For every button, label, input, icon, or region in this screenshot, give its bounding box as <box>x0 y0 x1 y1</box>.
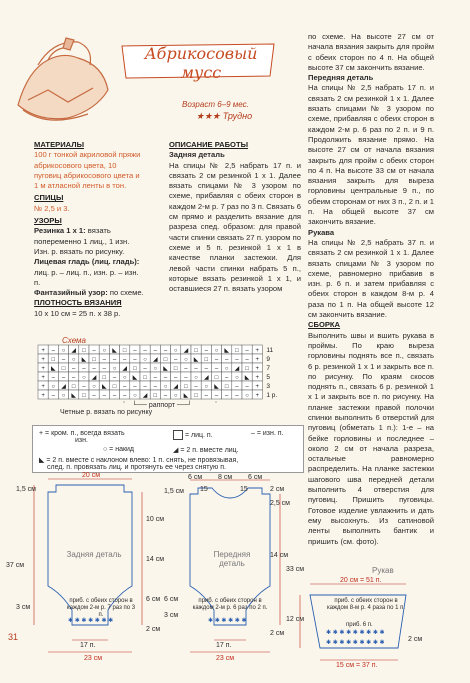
back-piece-label: Задняя деталь <box>66 550 122 559</box>
chart-symbol: ◣ <box>50 366 56 372</box>
front-heading: Передняя деталь <box>308 73 374 83</box>
back-bottom-sts: 17 п. <box>80 642 96 649</box>
front-top-6b: 6 см <box>248 474 263 481</box>
chart-symbol: ○ <box>122 375 127 381</box>
chart-symbol: ◣ <box>112 348 117 354</box>
chart-row-label: 1 р. <box>266 392 278 399</box>
sleeve-text: На спицы № 2,5 набрать 37 п. и связать 2 см резинкой 1 х 1. Далее вязать спицами № 3 узором по схеме, равномерно прибавив в изн. р. 6 п. и затем прибавляя с обеих сторон в каждом 8-м р. 4 раза по 1 п. На общей высоте 12 см закончить вязание. <box>308 237 434 320</box>
front-top-6a: 6 см <box>188 474 203 481</box>
chart-symbol: + <box>255 348 260 354</box>
back-dim-10: 10 см <box>146 516 165 523</box>
age-label: Возраст 6–9 мес. <box>182 100 249 109</box>
chart-symbol: – <box>133 357 137 363</box>
chart-symbol: – <box>133 384 137 390</box>
chart-symbol: – <box>245 357 249 363</box>
front-incr-note: приб. с обеих сторон в каждом 2-м р. 6 раз по 2 п. <box>192 598 268 611</box>
stockinette-label: Лицевая гладь (лиц. гладь): <box>34 257 140 267</box>
chart-symbol: ○ <box>133 393 137 399</box>
chart-symbol: □ <box>102 375 107 381</box>
chart-symbol: ◣ <box>224 348 230 354</box>
chart-symbol: – <box>153 384 157 390</box>
chart-symbol: ○ <box>153 366 158 372</box>
front-bottom-sts: 17 п. <box>216 642 232 649</box>
front-dim-2: 2 см <box>270 486 285 493</box>
chart-symbol: – <box>112 393 117 399</box>
chart-symbol: □ <box>122 348 127 354</box>
schema-note: Четные р. вязать по рисунку <box>60 409 153 416</box>
front-dim-2-5: 2,5 см <box>270 500 290 507</box>
chart-symbol: – <box>112 375 117 381</box>
chart-symbol: □ <box>133 366 137 372</box>
chart-symbol: □ <box>184 384 188 390</box>
difficulty-text: Трудно <box>222 111 253 121</box>
chart-symbol: – <box>204 348 208 354</box>
svg-text:✱ ✱ ✱ ✱ ✱ ✱ ✱ ✱ ✱: ✱ ✱ ✱ ✱ ✱ ✱ ✱ ✱ ✱ <box>326 630 385 636</box>
chart-symbol: – <box>225 375 229 381</box>
back-bottom-cm: 23 см <box>84 655 103 662</box>
chart-symbol: – <box>214 357 219 363</box>
chart-symbol: – <box>51 375 55 381</box>
rib-pattern <box>34 226 144 257</box>
chart-symbol: ○ <box>224 366 229 372</box>
chart-symbol: □ <box>82 393 86 399</box>
chart-symbol: ○ <box>82 375 86 381</box>
difficulty-stars: ★★★ <box>196 111 221 121</box>
gauge-text: 10 х 10 см = 25 п. х 38 р. <box>34 308 121 318</box>
sleeve-top: 20 см = 51 п. <box>340 577 382 584</box>
back-heading: Задняя деталь <box>169 150 225 160</box>
back-dim-37: 37 см <box>6 562 25 569</box>
chart-symbol: – <box>102 366 106 372</box>
front-dim-6: 6 см <box>164 596 179 603</box>
chart-symbol: ○ <box>92 384 96 390</box>
sleeve-dim-2: 2 см <box>408 636 423 643</box>
chart-symbol: – <box>92 393 96 399</box>
needles-text: № 2,5 и 3. <box>34 203 70 213</box>
chart-symbol: + <box>41 357 45 363</box>
chart-symbol: ◣ <box>183 393 189 399</box>
difficulty-label <box>196 111 252 122</box>
repeat-label-text: раппорт <box>148 402 176 409</box>
chart-symbol: ◣ <box>193 357 199 363</box>
chart-symbol: ◢ <box>234 366 240 372</box>
front-sts-15a: 15 <box>200 486 208 493</box>
legend-purl: – = изн. п. <box>251 430 284 437</box>
chart-symbol: – <box>51 348 55 354</box>
chart-symbol: □ <box>173 366 178 372</box>
chart-symbol: ◣ <box>163 366 168 372</box>
chart-symbol: + <box>41 375 45 381</box>
chart-symbol: ○ <box>163 384 168 390</box>
legend-knit <box>173 430 213 440</box>
chart-symbol: □ <box>214 375 219 381</box>
chart-symbol: – <box>112 357 117 363</box>
sleeve-label: Рукав <box>372 566 394 575</box>
materials-heading: МАТЕРИАЛЫ <box>34 140 84 149</box>
chart-symbol: □ <box>92 357 96 363</box>
chart-symbol: – <box>184 375 188 381</box>
chart-symbol: ◣ <box>71 393 77 399</box>
back-dim-14: 14 см <box>146 556 165 563</box>
chart-symbol: □ <box>224 384 229 390</box>
chart-symbol: + <box>41 384 45 390</box>
chart-symbol: ◢ <box>142 393 148 399</box>
chart-symbol: □ <box>61 366 66 372</box>
chart-symbol: + <box>255 357 260 363</box>
chart-symbol: – <box>204 366 208 372</box>
pattern-diagrams <box>8 470 470 683</box>
chart-symbol: + <box>255 375 260 381</box>
chart-symbol: ○ <box>61 393 66 399</box>
chart-symbol: – <box>143 366 147 372</box>
chart-symbol: + <box>41 366 45 372</box>
chart-symbol: ◣ <box>101 384 107 390</box>
svg-text:✱ ✱ ✱ ✱ ✱ ✱ ✱ ✱ ✱: ✱ ✱ ✱ ✱ ✱ ✱ ✱ ✱ ✱ <box>326 640 385 646</box>
front-piece-label: Передняя деталь <box>213 550 251 568</box>
chart-symbol: – <box>174 357 178 363</box>
chart-symbol: □ <box>163 357 168 363</box>
chart-symbol: – <box>245 384 249 390</box>
chart-symbol: ○ <box>112 366 117 372</box>
chart-symbol: ◢ <box>183 348 189 354</box>
chart-symbol: – <box>133 348 137 354</box>
chart-symbol: – <box>225 357 229 363</box>
chart-row-label: 3 <box>266 383 271 390</box>
fancy-label: Фантазийный узор: <box>34 288 108 298</box>
chart-symbol: – <box>163 393 168 399</box>
chart-symbol: □ <box>71 384 76 390</box>
chart-symbol: – <box>61 375 66 381</box>
rib-text: вязать попеременно 1 лиц., 1 изн. Изн. р. вязать по рисунку. <box>34 226 130 256</box>
front-dim-2b: 2 см <box>270 630 285 637</box>
chart-symbol: ◢ <box>173 384 179 390</box>
front-dim-3: 3 см <box>164 612 179 619</box>
assembly-text: Выполнить швы и вшить рукава в проймы. По краю выреза горловины поднять все п., связать 6 р. резинкой 1 х 1 и закрыть все п. по рисунку. По краям скосов поднять п., связать 6 р. резинкой 1 х 1 и закрыть все п. по рисунку. На планке застежки правой полочки спинки выполнить 6 отверстий для пуговиц (обметать 1 п.): 1-е – на бейке горловины и последнее – около 2 см от начала разреза, остальные равномерно распределить. На планке застежки шагового шва передней детали выполнить 4 отверстия для пуговиц. Пришить пуговицы. Готовое изделие увлажнить и дать ему высохнуть. Из сатиновой ленты выполнить бантик и пришить (см. фото). <box>308 330 434 546</box>
chart-symbol: – <box>82 384 86 390</box>
back-text: На спицы № 2,5 набрать 17 п. и связать 2 см резинкой 1 х 1. Далее вязать спицами № 3 узором по схеме, прибавляя с обеих сторон в каждом 2-м р. 7 раз по 3 п. Связать 6 см прямо и разделить вязание для разреза спед. образом: для правой части спинки связать 27 п. узором по схеме и 5 п. резинкой 1 х 1 в качестве планки застежки. Для левой части спинки набрать 5 п., которые вязать резинкой 1 х 1, и оставшиеся 27 п. вязать узором <box>169 160 301 294</box>
chart-symbol: – <box>235 384 239 390</box>
back-dim-6: 6 см <box>146 596 161 603</box>
chart-row-label: 11 <box>266 347 274 354</box>
knit-symbol-icon <box>173 430 183 440</box>
chart-legend <box>32 425 304 473</box>
chart-symbol: – <box>225 393 229 399</box>
chart-symbol: + <box>41 348 45 354</box>
legend-yo: ○ = накид <box>103 446 135 453</box>
chart-symbol: ◢ <box>91 375 97 381</box>
chart-symbol: – <box>102 393 106 399</box>
chart-symbol: – <box>194 384 198 390</box>
back-incr-note: приб. с обеих сторон в каждом 2-м р. 7 раз по 3 п. <box>66 598 136 618</box>
legend-edge <box>39 430 125 444</box>
chart-symbol: – <box>51 393 55 399</box>
chart-symbol: ○ <box>143 357 147 363</box>
chart-symbol: ○ <box>102 348 107 354</box>
chart-symbol: ◢ <box>61 384 66 390</box>
work-heading: ОПИСАНИЕ РАБОТЫ <box>169 140 249 149</box>
chart-symbol: ○ <box>214 348 219 354</box>
legend-ssk-2: след. п. провязать лиц. и протянуть ее через снятую п. <box>47 464 226 471</box>
chart-symbol: ◣ <box>214 384 219 390</box>
materials-column <box>34 140 144 319</box>
chart-symbol: – <box>102 357 106 363</box>
chart-symbol: ◣ <box>81 357 87 363</box>
chart-symbol: – <box>235 393 239 399</box>
front-text: На спицы № 2,5 набрать 17 п. и связать 2 см резинкой 1 х 1. Далее вязать спицами № 3 узором по схеме, прибавляя с обеих сторон в каждом 2-м р. 6 раз по 2 п. и 9 п. Продолжить вязание прямо. На высоте 27 см от начала вязания закрыть для пройм с обеих сторон по 4 п. На высоте 33 см от начала вязания закрыть для выреза горловины центральные 9 п., по обеим сторонам от них 3 п., 2 п. и 1 п. На общей высоте 37 см закончить вязание. <box>308 83 434 227</box>
chart-symbol: □ <box>194 348 198 354</box>
legend-k2tog: ◢ = 2 п. вместе лиц. <box>173 447 239 454</box>
chart-symbol: – <box>204 393 208 399</box>
assembly-heading: СБОРКА <box>308 320 341 330</box>
back-dim-2: 2 см <box>146 626 161 633</box>
chart-symbol: □ <box>153 393 158 399</box>
back-top-width: 20 см <box>82 472 101 479</box>
chart-symbol: + <box>255 393 260 399</box>
chart-symbol: □ <box>143 375 147 381</box>
chart-symbol: – <box>92 348 96 354</box>
chart-symbol: □ <box>82 348 86 354</box>
chart-symbol: ○ <box>235 375 239 381</box>
legend-edge-text: + = кром. п., всегда вязать <box>39 430 125 437</box>
chart-symbol: ◣ <box>132 375 138 381</box>
chart-symbol: – <box>153 348 157 354</box>
fancy-pattern <box>34 288 144 298</box>
chart-row-label: 7 <box>266 365 271 372</box>
sleeve-incr-note-2: приб. 6 п. <box>346 622 373 628</box>
sleeve-incr-note: приб. с обеих сторон в каждом 8-м р. 4 раза по 1 п. <box>326 598 406 611</box>
chart-symbol: – <box>143 348 147 354</box>
chart-symbol: – <box>235 357 239 363</box>
chart-symbol: ○ <box>245 393 249 399</box>
chart-symbol: – <box>214 393 219 399</box>
sleeve-bottom: 15 см = 37 п. <box>336 662 378 669</box>
stitch-chart <box>36 343 296 403</box>
sleeve-dim-12: 12 см <box>286 616 305 623</box>
back-dim-3: 3 см <box>16 604 31 611</box>
knitted-garment-illustration <box>8 10 118 130</box>
chart-symbol: + <box>41 393 45 399</box>
svg-text:✱ ✱ ✱ ✱ ✱ ✱: ✱ ✱ ✱ ✱ ✱ ✱ <box>208 618 247 624</box>
chart-symbol: ○ <box>184 357 188 363</box>
chart-symbol: □ <box>245 366 249 372</box>
chart-symbol: □ <box>204 357 209 363</box>
back-dim-1-5: 1,5 см <box>16 486 36 493</box>
chart-symbol: ○ <box>204 384 209 390</box>
chart-symbol: ○ <box>173 348 178 354</box>
front-sts-15b: 15 <box>240 486 248 493</box>
chart-symbol: ○ <box>194 375 198 381</box>
chart-symbol: + <box>255 384 260 390</box>
chart-symbol: – <box>72 366 76 372</box>
front-dim-33: 33 см <box>286 566 305 573</box>
fancy-text: по схеме. <box>107 288 144 298</box>
chart-symbol: □ <box>112 384 117 390</box>
chart-symbol: – <box>153 375 157 381</box>
chart-symbol: ○ <box>51 384 56 390</box>
rib-label: Резинка 1 х 1: <box>34 226 86 236</box>
gauge-heading: ПЛОТНОСТЬ ВЯЗАНИЯ <box>34 298 122 308</box>
chart-symbol: ◣ <box>244 375 250 381</box>
chart-symbol: – <box>123 357 127 363</box>
chart-symbol: – <box>194 366 198 372</box>
materials-text: 100 г тонкой акриловой пряжи абрикосового цвета, 10 пуговиц абрикосового цвета и 1 м атласной ленты в тон. <box>34 150 141 191</box>
svg-text:✱ ✱ ✱ ✱ ✱ ✱ ✱: ✱ ✱ ✱ ✱ ✱ ✱ ✱ <box>68 618 114 624</box>
chart-symbol: – <box>61 357 66 363</box>
front-dim-1-5: 1,5 см <box>164 488 184 495</box>
chart-symbol: – <box>184 366 188 372</box>
chart-symbol: – <box>123 384 127 390</box>
chart-symbol: – <box>163 375 168 381</box>
schema-title: Схема <box>62 336 86 345</box>
back-continued-text: по схеме. На высоте 27 см от начала вязания закрыть для пройм с обеих сторон по 4 п. На общей высоте 37 см закончить вязание. <box>308 32 434 72</box>
chart-symbol: ◢ <box>152 357 158 363</box>
chart-row-label: 9 <box>266 356 271 363</box>
legend-edge-text-2: изн. <box>75 437 88 444</box>
chart-symbol: □ <box>51 357 56 363</box>
legend-ssk-1: ◣ = 2 п. вместе с наклоном влево: 1 п. снять, не провязывая, <box>39 457 239 464</box>
page-title: Абрикосовый мусс <box>144 44 258 82</box>
needles-heading: СПИЦЫ <box>34 193 64 203</box>
chart-symbol: – <box>245 348 249 354</box>
front-top-8: 8 см <box>218 474 233 481</box>
legend-knit-text: = лиц. п. <box>184 431 213 439</box>
patterns-heading: УЗОРЫ <box>34 216 62 226</box>
chart-symbol: – <box>123 393 127 399</box>
chart-row-label: 5 <box>266 374 271 381</box>
sleeve-heading: Рукава <box>308 227 335 237</box>
work-description-column <box>169 140 301 294</box>
chart-symbol: – <box>174 375 178 381</box>
chart-symbol: – <box>163 348 168 354</box>
chart-symbol: – <box>214 366 219 372</box>
chart-symbol: + <box>255 366 260 372</box>
repeat-label: └── раппорт ──┘ <box>132 402 192 409</box>
chart-symbol: – <box>92 366 96 372</box>
stockinette-text: лиц. р. – лиц. п., изн. р. – изн. п. <box>34 267 139 287</box>
chart-symbol: – <box>72 375 76 381</box>
stockinette-pattern <box>34 257 144 288</box>
chart-symbol: ○ <box>71 357 76 363</box>
chart-symbol: □ <box>235 348 239 354</box>
front-bottom-cm: 23 см <box>216 655 235 662</box>
chart-symbol: □ <box>194 393 198 399</box>
chart-symbol: ○ <box>173 393 178 399</box>
chart-symbol: ◢ <box>203 375 209 381</box>
chart-symbol: ◢ <box>71 348 77 354</box>
front-dim-14: 14 см <box>270 552 289 559</box>
chart-symbol: ○ <box>61 348 66 354</box>
chart-symbol: ◢ <box>122 366 128 372</box>
chart-symbol: – <box>143 384 147 390</box>
chart-symbol: – <box>82 366 86 372</box>
page-number: 31 <box>8 632 19 642</box>
